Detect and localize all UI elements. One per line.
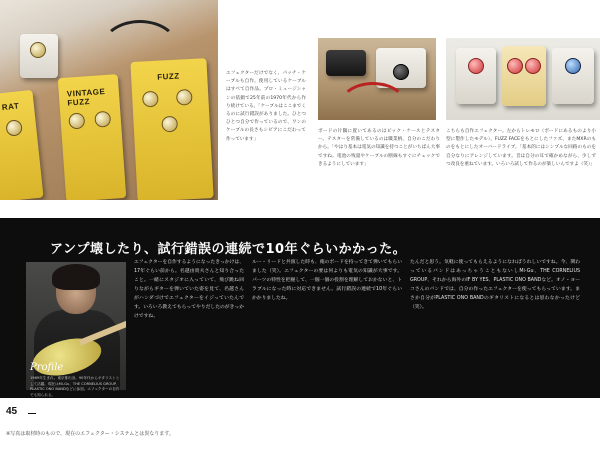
knob <box>5 119 23 137</box>
pedal-overdrive <box>552 48 594 104</box>
knob <box>94 111 111 128</box>
knob <box>525 58 541 74</box>
pick-case <box>326 50 366 76</box>
knob <box>468 58 484 74</box>
knob <box>176 89 193 106</box>
knob <box>565 58 581 74</box>
profile-signature: Profile <box>30 362 64 373</box>
interview-headline: アンプ壊したり、試行錯誤の連続で10年ぐらいかかった。 <box>50 242 407 257</box>
knob <box>68 112 85 129</box>
knob <box>142 91 159 108</box>
homemade-effects-photo <box>446 38 600 120</box>
interview-column-3: たんだと思う。気軽に使ってもらえるようになればうれしいですね。今、関わっているバンドはあっちゃうこともないしMi-Gu、THE CORNELIUS GROUP、それから海外のIF BY YES、PLASTIC ONO BANDなど。オノ・ヨーコさんのバンドでは、自分の作ったエフェクターを使ってもらっています。まさか自分がPLASTIC ONO BANDのギタリストになるとは思わなかったけど（笑）。 <box>410 260 580 310</box>
patch-cable <box>100 20 180 80</box>
portrait-hair <box>52 264 100 290</box>
tester <box>376 48 426 88</box>
pedal-label: RAT <box>1 101 20 113</box>
pedal-vintage-fuzz <box>58 74 127 200</box>
knob <box>393 64 409 80</box>
pedal-fuzz-face <box>502 46 546 106</box>
knob <box>161 116 178 133</box>
caption-patch-cable: エフェクターだけでなく、パッチ・ケーブルも自作。使用しているケーブルはすべて自作品。プロ・ミュージシャンの依頼で25年前の1970年代から作り続けている。「ケーブルはここまでくるのに試行錯誤がありました。ひとつひとつ自分で作っているので、ワンのケーブルの長さもシビアにこだわって作っています」 <box>226 71 306 142</box>
knob <box>30 42 46 58</box>
pedal-white <box>20 34 58 78</box>
interview-column-1: エフェクターを自作するようになったきっかけは、17年ぐらい前から。名越由貴夫さんと知り合ったこと。一緒にスタジオに入っていて、飛び跳ね回りながらギターを弾いていた姿を見て、名越さんがハンダづけでエフェクターをイジっていたんです。いろいろ教えてもらってやりだしたのがきっかけですね。 <box>134 260 244 319</box>
pedalboard-photo <box>0 0 218 200</box>
pedal-label: FUZZ <box>156 71 180 82</box>
profile-text: 1969年生まれ。東京都出身。90年代からギタリストとして活躍。現在はMi-Gu、THE CORNELIUS GROUP、PLASTIC ONO BANDなどに参加。エフェクターの自作でも知られる。 <box>30 376 120 397</box>
pedal-rat <box>0 90 44 200</box>
knob <box>507 58 523 74</box>
interview-column-2: ルー・リードと共演した時も、俺のボードを持ってきて弾いてもらいました（笑）。エフェクターの要は何よりも電気の知識が大事です。パーツの特性を把握して、一個一個の役割を理解しておかないと、トラブルになった時に対応できません。試行錯誤の連続で10年ぐらいかかりましたね。 <box>252 260 402 301</box>
pedal-tremolo <box>456 48 496 104</box>
caption-tester: ボードの片隅に置いてあるのはピック・ケースとテスター。テスターを常備しているのは職業柄、自分のこだわりから。「やはり基本は電気の知識を持つことがいちばん大事ですね。電池の残量やケーブルの断線もすぐにチェックできるようにしています」 <box>318 129 440 167</box>
page-number-rule <box>28 413 36 414</box>
footnote: ※写真は取材時のもので、現在のエフェクター・システムとは異なります。 <box>6 431 174 437</box>
page-number: 45 <box>6 406 18 417</box>
pedal-label: VINTAGE FUZZ <box>66 86 106 108</box>
tester-photo <box>318 38 436 120</box>
caption-homemade-effects: こちらも自作エフェクター。左からトレモロ（ボードにあるものより小型に製作したモデル）、FUZZ FACEをもとにしたファズ、またMXRのものをもとにしたオーバードライブ。「基本的にはシンプルな回路のものを自分なりにアレンジしています。音は自分の耳で確かめながら、少しずつ改良を重ねています。いろいろ試して作るのが楽しいんですよ（笑）」 <box>446 129 596 167</box>
